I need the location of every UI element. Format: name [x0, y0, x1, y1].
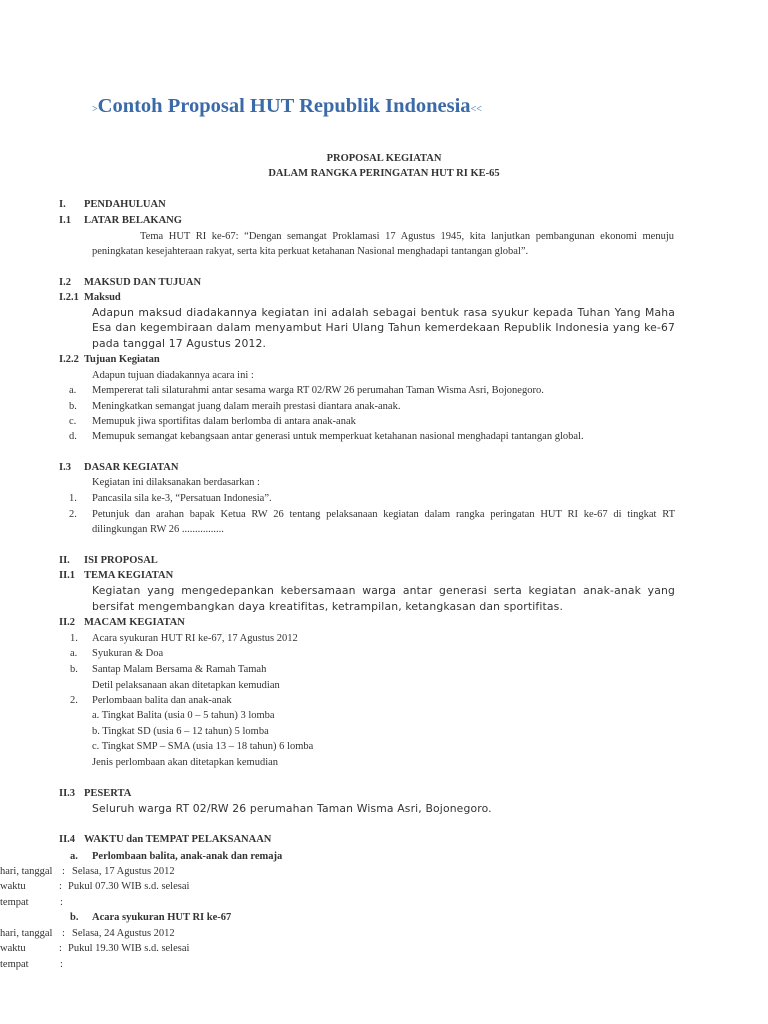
schedule-label: waktu	[0, 881, 26, 892]
paragraph-line: Kegiatan yang mengedepankan kebersamaan warga antar generasi serta kegiatan anak-anak yang	[92, 584, 675, 597]
subsection-title: PESERTA	[84, 788, 132, 799]
schedule-value: Pukul 19.30 WIB s.d. selesai	[68, 943, 190, 954]
subsection-number: II.2	[59, 617, 76, 628]
list-item: a. Tingkat Balita (usia 0 – 5 tahun) 3 lomba	[92, 710, 275, 721]
paragraph-line: peningkatan kesejahteraan rakyat, serta kita perkuat ketahanan Nasional menghadapi tantangan global”.	[92, 246, 529, 257]
schedule-separator: :	[60, 897, 63, 908]
schedule-label: tempat	[0, 959, 29, 970]
list-marker: 2.	[70, 695, 78, 706]
subsection-title: Tujuan Kegiatan	[84, 354, 160, 365]
schedule-heading: Acara syukuran HUT RI ke-67	[92, 912, 232, 923]
subsection-title: MAKSUD DAN TUJUAN	[84, 277, 202, 288]
title-text: Contoh Proposal HUT Republik Indonesia	[97, 95, 471, 117]
subsection-number: II.1	[59, 570, 76, 581]
schedule-label: tempat	[0, 897, 29, 908]
document-title	[92, 94, 482, 119]
schedule-separator: :	[59, 943, 62, 954]
paragraph-line: Kegiatan ini dilaksanakan berdasarkan :	[92, 477, 260, 488]
list-item: Pancasila sila ke-3, “Persatuan Indonesia”.	[92, 493, 272, 504]
list-item: Santap Malam Bersama & Ramah Tamah	[92, 664, 267, 675]
subsection-title: TEMA KEGIATAN	[84, 570, 174, 581]
subsection-number: I.2.2	[59, 354, 79, 365]
section-number: II.	[59, 555, 70, 566]
subsection-title: WAKTU dan TEMPAT PELAKSANAAN	[84, 834, 272, 845]
subsection-title: DASAR KEGIATAN	[84, 462, 179, 473]
list-item: Syukuran & Doa	[92, 648, 164, 659]
schedule-separator: :	[59, 881, 62, 892]
list-item: Meningkatkan semangat juang dalam meraih prestasi diantara anak-anak.	[92, 401, 401, 412]
schedule-separator: :	[62, 928, 65, 939]
list-marker: d.	[69, 431, 77, 442]
proposal-heading-1: PROPOSAL KEGIATAN	[326, 153, 442, 164]
paragraph-line: Adapun maksud diadakannya kegiatan ini adalah sebagai bentuk rasa syukur kepada Tuhan Yang Maha	[92, 306, 675, 319]
list-item: Petunjuk dan arahan bapak Ketua RW 26 tentang pelaksanaan kegiatan dalam rangka peringatan HUT RI ke-67 di tingkat RT	[92, 509, 675, 520]
list-marker: b.	[70, 664, 78, 675]
list-marker: 2.	[69, 509, 77, 520]
list-item: b. Tingkat SD (usia 6 – 12 tahun) 5 lomba	[92, 726, 269, 737]
subsection-number: II.3	[59, 788, 76, 799]
schedule-value: Pukul 07.30 WIB s.d. selesai	[68, 881, 190, 892]
subsection-title: Maksud	[84, 292, 121, 303]
list-item: Memupuk jiwa sportifitas dalam berlomba di antara anak-anak	[92, 416, 356, 427]
list-item: Memupuk semangat kebangsaan antar generasi untuk memperkuat ketahanan nasional menghadapi tantangan global.	[92, 431, 584, 442]
title-suffix: <<	[470, 104, 482, 115]
paragraph-line: pada tanggal 17 Agustus 2012.	[92, 337, 267, 350]
section-number: I.	[59, 199, 66, 210]
list-marker: c.	[69, 416, 77, 427]
list-item: Acara syukuran HUT RI ke-67, 17 Agustus 2012	[92, 633, 298, 644]
schedule-separator: :	[60, 959, 63, 970]
section-title: ISI PROPOSAL	[84, 555, 158, 566]
subsection-title: MACAM KEGIATAN	[84, 617, 185, 628]
paragraph-line: Adapun tujuan diadakannya acara ini :	[92, 370, 254, 381]
schedule-value: Selasa, 17 Agustus 2012	[72, 866, 175, 877]
subsection-number: II.4	[59, 834, 76, 845]
list-marker: b.	[69, 401, 77, 412]
title-prefix: >	[92, 104, 98, 115]
list-marker: 1.	[70, 633, 78, 644]
paragraph-line: bersifat mengembangkan daya kreatifitas, ketrampilan, ketangkasan dan sportifitas.	[92, 600, 564, 613]
list-item: Perlombaan balita dan anak-anak	[92, 695, 232, 706]
paragraph-line: Seluruh warga RT 02/RW 26 perumahan Taman Wisma Asri, Bojonegoro.	[92, 802, 492, 815]
list-marker: a.	[70, 648, 78, 659]
list-marker: b.	[70, 912, 79, 923]
list-marker: 1.	[69, 493, 77, 504]
list-marker: a.	[70, 851, 78, 862]
subsection-number: I.2.1	[59, 292, 79, 303]
subsection-number: I.3	[59, 462, 71, 473]
subsection-number: I.2	[59, 277, 71, 288]
paragraph-line: Tema HUT RI ke-67: “Dengan semangat Proklamasi 17 Agustus 1945, kita lanjutkan pembangunan ekonomi menuju	[140, 231, 674, 242]
schedule-label: hari, tanggal	[0, 928, 53, 939]
schedule-separator: :	[62, 866, 65, 877]
list-note: Detil pelaksanaan akan ditetapkan kemudian	[92, 680, 280, 691]
schedule-value: Selasa, 24 Agustus 2012	[72, 928, 175, 939]
schedule-label: hari, tanggal	[0, 866, 53, 877]
list-note: Jenis perlombaan akan ditetapkan kemudian	[92, 757, 279, 768]
schedule-heading: Perlombaan balita, anak-anak dan remaja	[92, 851, 283, 862]
subsection-title: LATAR BELAKANG	[84, 215, 182, 226]
subsection-number: I.1	[59, 215, 71, 226]
list-item: c. Tingkat SMP – SMA (usia 13 – 18 tahun) 6 lomba	[92, 741, 314, 752]
schedule-label: waktu	[0, 943, 26, 954]
list-item-continuation: dilingkungan RW 26 ................	[92, 524, 224, 535]
list-marker: a.	[69, 385, 77, 396]
section-title: PENDAHULUAN	[84, 199, 166, 210]
proposal-heading-2: DALAM RANGKA PERINGATAN HUT RI KE-65	[268, 168, 500, 179]
list-item: Mempererat tali silaturahmi antar sesama warga RT 02/RW 26 perumahan Taman Wisma Asri, Bojonegoro.	[92, 385, 544, 396]
paragraph-line: Esa dan kegembiraan dalam menyambut Hari Ulang Tahun kemerdekaan Republik Indonesia yang ke-67	[92, 321, 675, 334]
